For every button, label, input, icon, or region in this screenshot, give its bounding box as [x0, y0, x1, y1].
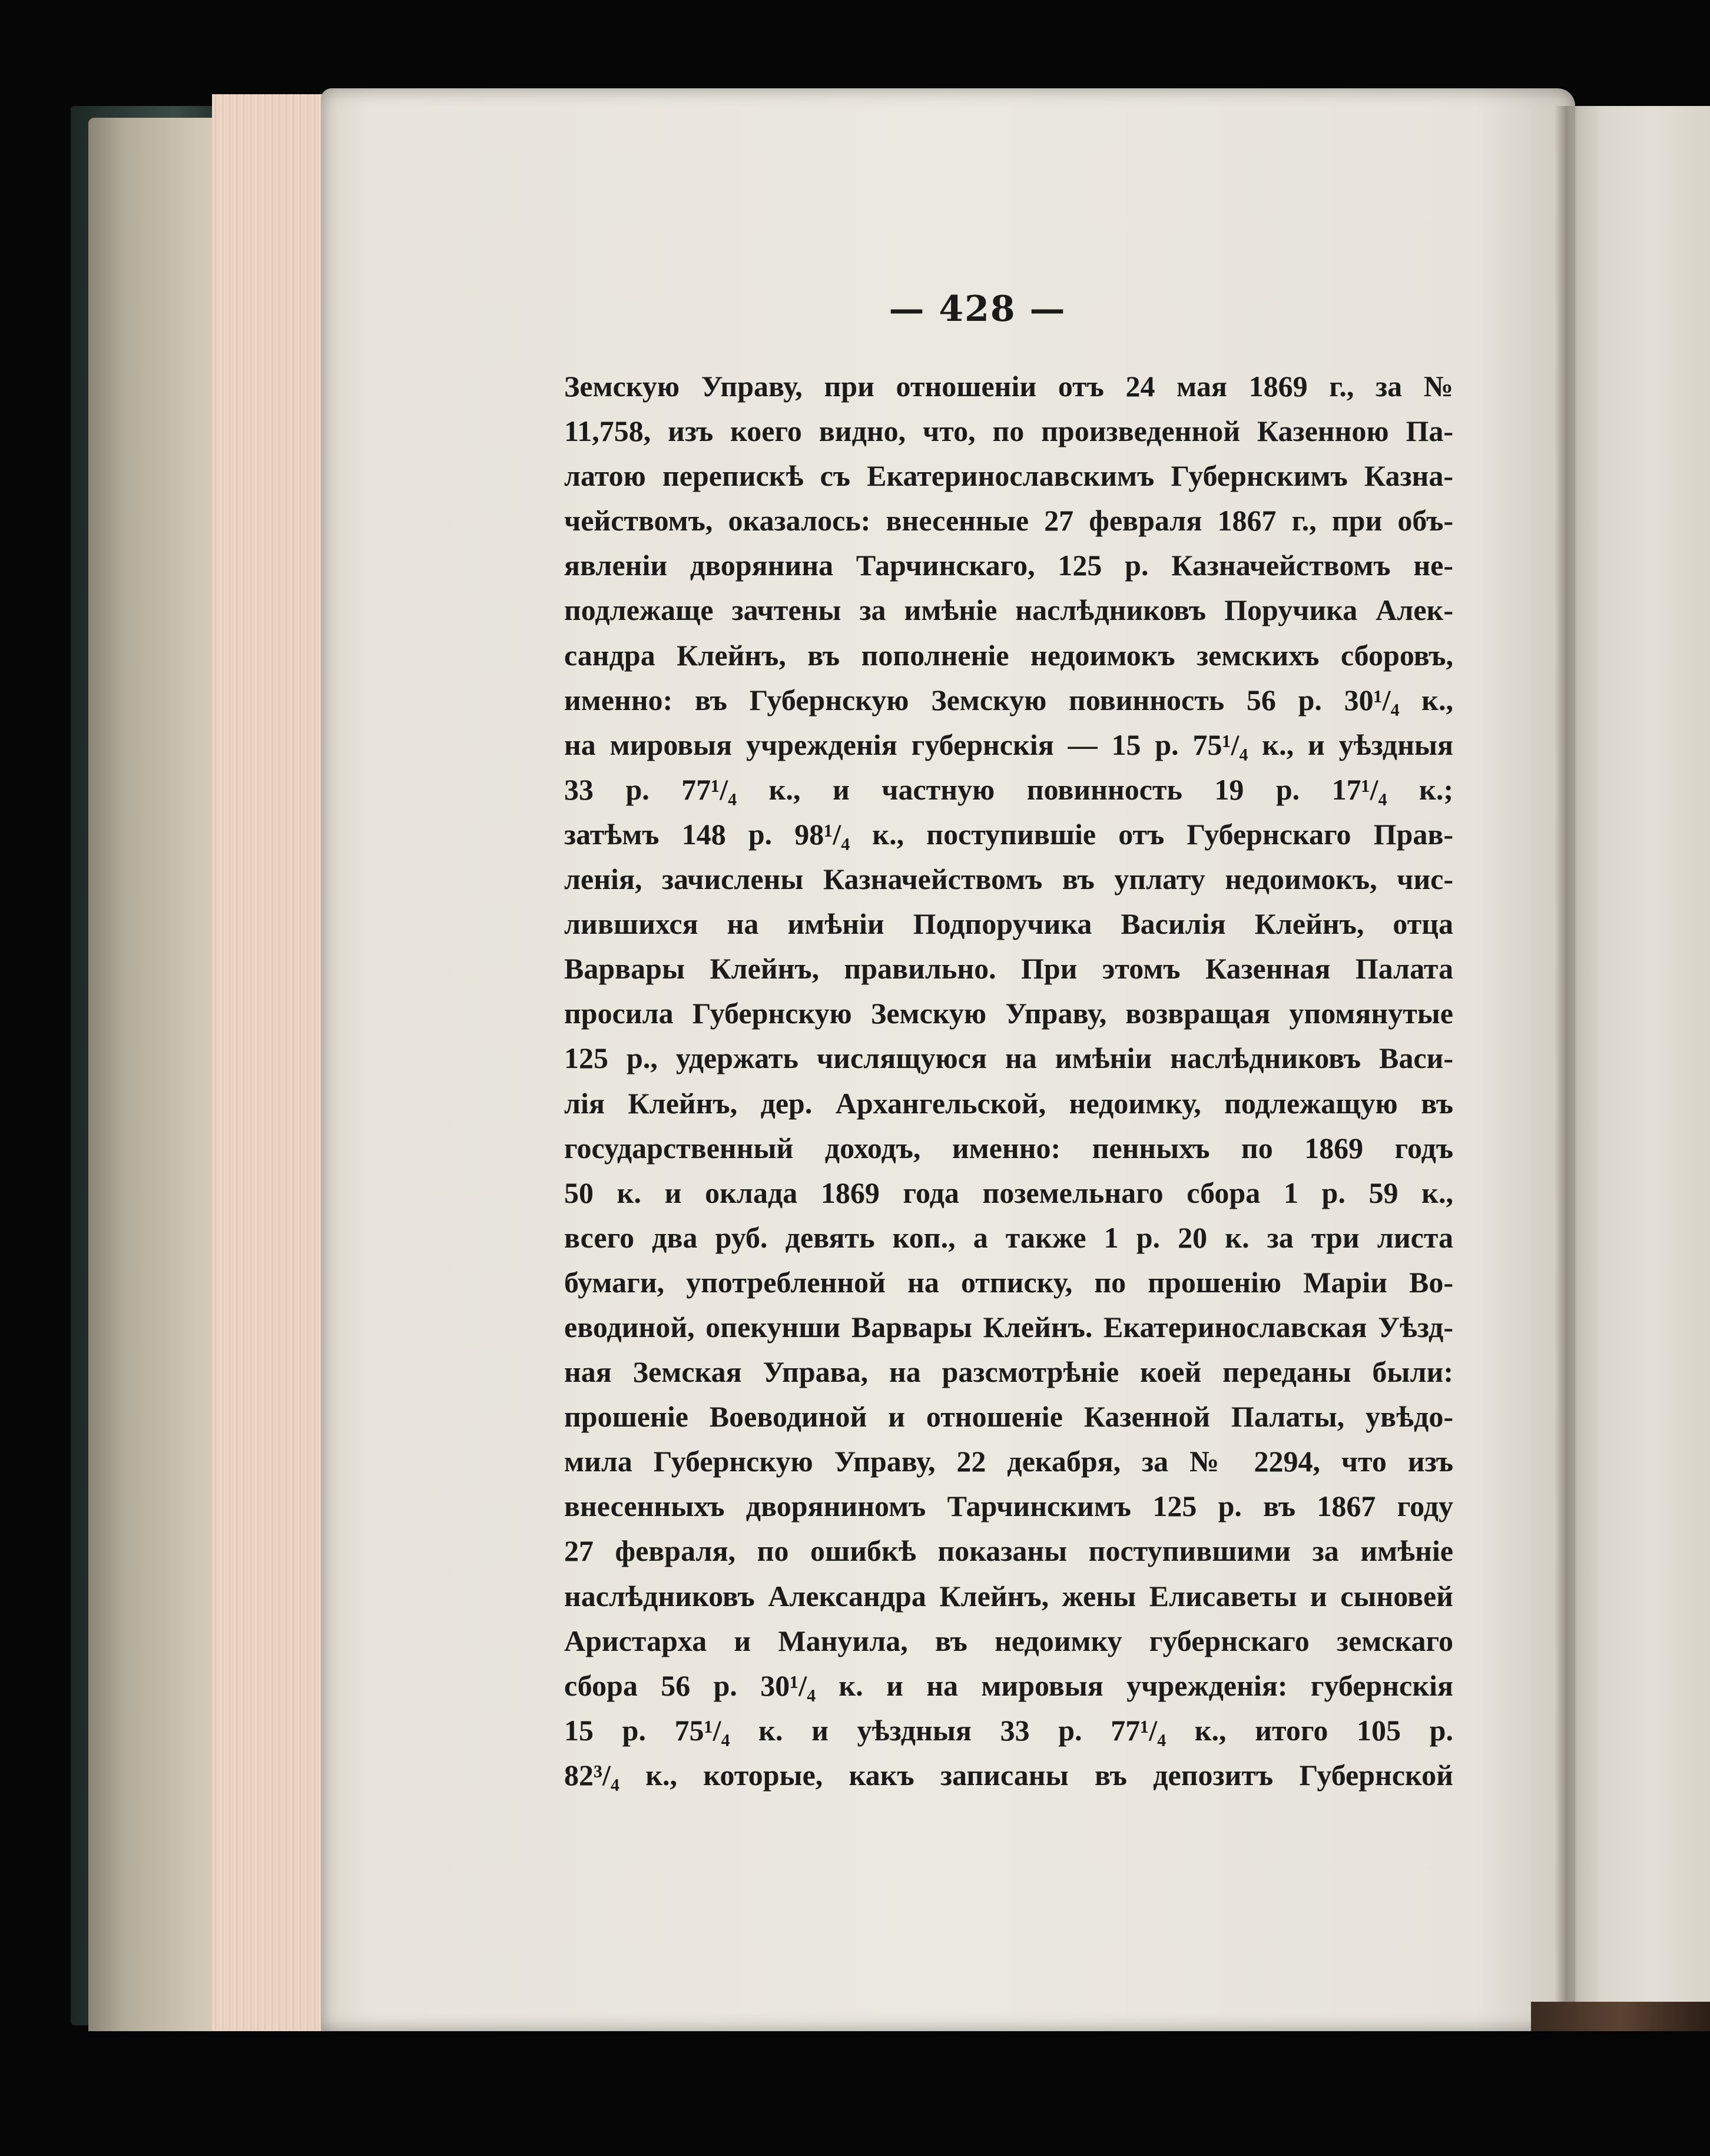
text-line: Земскую Управу, при отношеніи отъ 24 мая 1869 г., за № [564, 370, 1453, 403]
text-line: явленіи дворянина Тарчинскаго, 125 р. Казначействомъ не- [564, 549, 1453, 582]
text-line: 11,758, изъ коего видно, что, по произведенной Казенною Па- [564, 414, 1453, 448]
text-line: всего два руб. девять коп., а также 1 р. 20 к. за три листа [564, 1220, 1453, 1254]
text-line: прошеніе Воеводиной и отношеніе Казенной Палаты, увѣдо- [564, 1400, 1453, 1434]
right-page [1566, 106, 1710, 2037]
text-line: 82³/₄ к., которые, какъ записаны въ депозитъ Губернской [564, 1758, 1453, 1792]
text-line: сандра Клейнъ, въ пополненіе недоимокъ земскихъ сборовъ, [564, 638, 1453, 672]
text-line: именно: въ Губернскую Земскую повинность 56 р. 30¹/₄ к., [564, 683, 1453, 717]
page-edges [212, 94, 330, 2037]
page-number: — 428 — [889, 288, 1066, 330]
text-line: внесенныхъ дворяниномъ Тарчинскимъ 125 р. въ 1867 году [564, 1490, 1453, 1523]
text-line: ленія, зачислены Казначействомъ въ уплату недоимокъ, чис- [564, 863, 1453, 896]
text-line: лія Клейнъ, дер. Архангельской, недоимку, подлежащую въ [564, 1086, 1453, 1120]
text-line: подлежаще зачтены за имѣніе наслѣдниковъ Поручика Алек- [564, 593, 1453, 627]
text-line: сбора 56 р. 30¹/₄ к. и на мировыя учрежденія: губернскія [564, 1669, 1453, 1702]
text-line: мила Губернскую Управу, 22 декабря, за № 2294, что изъ [564, 1445, 1453, 1478]
text-line: лившихся на имѣніи Подпоручика Василія Клейнъ, отца [564, 907, 1453, 941]
text-line: наслѣдниковъ Александра Клейнъ, жены Елисаветы и сыновей [564, 1579, 1453, 1613]
text-line: бумаги, употребленной на отписку, по прошенію Маріи Во- [564, 1265, 1453, 1299]
text-line: чействомъ, оказалось: внесенные 27 февраля 1867 г., при объ- [564, 504, 1453, 538]
text-line: еводиной, опекунши Варвары Клейнъ. Екатеринославская Уѣзд- [564, 1310, 1453, 1344]
text-line: 50 к. и оклада 1869 года поземельнаго сбора 1 р. 59 к., [564, 1176, 1453, 1209]
text-line: затѣмъ 148 р. 98¹/₄ к., поступившіе отъ Губернскаго Прав- [564, 817, 1453, 851]
page-text [564, 364, 1453, 1797]
text-line: Варвары Клейнъ, правильно. При этомъ Казенная Палата [564, 952, 1453, 986]
text-line: 125 р., удержать числящуюся на имѣніи наслѣдниковъ Васи- [564, 1041, 1453, 1075]
text-line: 27 февраля, по ошибкѣ показаны поступившими за имѣніе [564, 1534, 1453, 1568]
text-line: просила Губернскую Земскую Управу, возвращая упомянутые [564, 997, 1453, 1030]
right-gutter-shadow [1555, 106, 1578, 2037]
bottom-background [71, 2031, 1710, 2156]
text-line: государственный доходъ, именно: пенныхъ по 1869 годъ [564, 1131, 1453, 1165]
text-line: латою перепискѣ съ Екатеринославскимъ Губернскимъ Казна- [564, 459, 1453, 493]
text-line: на мировыя учрежденія губернскія — 15 р. 75¹/₄ к., и уѣздныя [564, 728, 1453, 761]
text-line: 33 р. 77¹/₄ к., и частную повинность 19 р. 17¹/₄ к.; [564, 772, 1453, 806]
text-line: Аристарха и Мануила, въ недоимку губернскаго земскаго [564, 1624, 1453, 1657]
text-line: ная Земская Управа, на разсмотрѣніе коей переданы были: [564, 1355, 1453, 1389]
text-line: 15 р. 75¹/₄ к. и уѣздныя 33 р. 77¹/₄ к., итого 105 р. [564, 1713, 1453, 1747]
